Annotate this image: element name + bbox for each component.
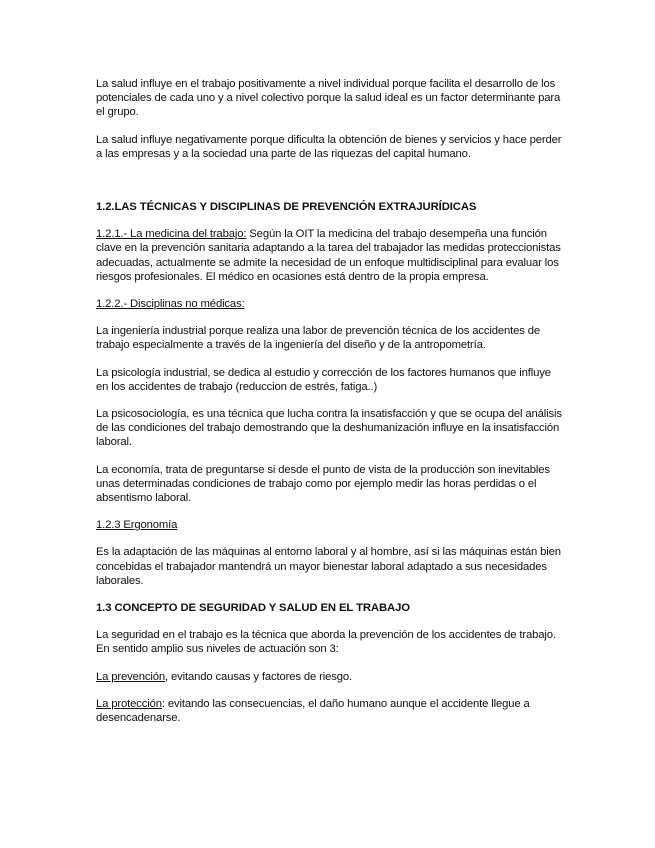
medicina-del-trabajo-paragraph — [96, 227, 566, 284]
document-page — [96, 77, 566, 738]
ergonomia-label-text: 1.2.3 Ergonomía — [96, 519, 178, 532]
psicologia-industrial-paragraph: La psicología industrial, se dedica al estudio y corrección de los factores humanos que influye en los accidentes de trabajo (reduccion de estrés, fatiga..) — [96, 366, 551, 393]
seguridad-intro-paragraph: La seguridad en el trabajo es la técnica que aborda la prevención de los accidentes de trabajo. En sentido amplio sus niveles de actuación son 3: — [96, 629, 556, 656]
section-heading-1-3: 1.3 CONCEPTO DE SEGURIDAD Y SALUD EN EL TRABAJO — [96, 602, 410, 615]
proteccion-text: : evitando las consecuencias, el daño humano aunque el accidente llegue a desencadenarse. — [96, 697, 530, 725]
economia-paragraph: La economía, trata de preguntarse si desde el punto de vista de la producción son inevitables unas determinadas condiciones de trabajo como por ejemplo medir las horas perdidas o el absentismo laboral. — [96, 463, 550, 505]
psicosociologia-paragraph: La psicosociología, es una técnica que lucha contra la insatisfacción y que se ocupa del análisis de las condiciones del trabajo demostrando que la deshumanización influye en la insatisfacción laboral. — [96, 408, 562, 449]
prevencion-text: , evitando causas y factores de riesgo. — [165, 670, 352, 683]
intro-paragraph-positive: La salud influye en el trabajo positivamente a nivel individual porque facilita el desarrollo de los potenciales de cada uno y a nivel colectivo porque la salud ideal es un factor determinante para el grupo. — [96, 78, 561, 119]
medicina-del-trabajo-text: Según la OIT la medicina del trabajo desempeña una función clave en la prevención sanitaria adaptando a la tarea del trabajador las medidas proteccionistas adecuadas, actualmente se admite la necesidad de un enfoque multidisciplinal para evaluar los riesgos profesionales. El médico en ocasiones está dentro de la propia empresa. — [96, 228, 561, 283]
disciplinas-no-medicas-label — [96, 297, 566, 311]
spacer — [96, 174, 566, 200]
ergonomia-label — [96, 518, 566, 532]
ergonomia-paragraph: Es la adaptación de las máquinas al entorno laboral y al hombre, así si las máquinas están bien concebidas el trabajador mantendrá un mayor bienestar laboral adaptado a sus necesidades laborales. — [96, 546, 561, 587]
proteccion-paragraph — [96, 697, 566, 725]
section-heading-1-2: 1.2.LAS TÉCNICAS Y DISCIPLINAS DE PREVENCIÓN EXTRAJURÍDICAS — [96, 201, 477, 214]
proteccion-label: La protección — [96, 697, 162, 710]
prevencion-paragraph — [96, 670, 566, 684]
medicina-del-trabajo-label: 1.2.1.- La medicina del trabajo: — [96, 228, 247, 241]
disciplinas-no-medicas-label-text: 1.2.2.- Disciplinas no médicas: — [96, 298, 245, 311]
intro-paragraph-negative: La salud influye negativamente porque dificulta la obtención de bienes y servicios y hace perder a las empresas y a la sociedad una parte de las riquezas del capital humano. — [96, 133, 562, 160]
ingenieria-industrial-paragraph: La ingeniería industrial porque realiza una labor de prevención técnica de los accidentes de trabajo especialmente a través de la ingeniería del diseño y de la antropometría. — [96, 325, 541, 352]
prevencion-label: La prevención — [96, 670, 166, 683]
